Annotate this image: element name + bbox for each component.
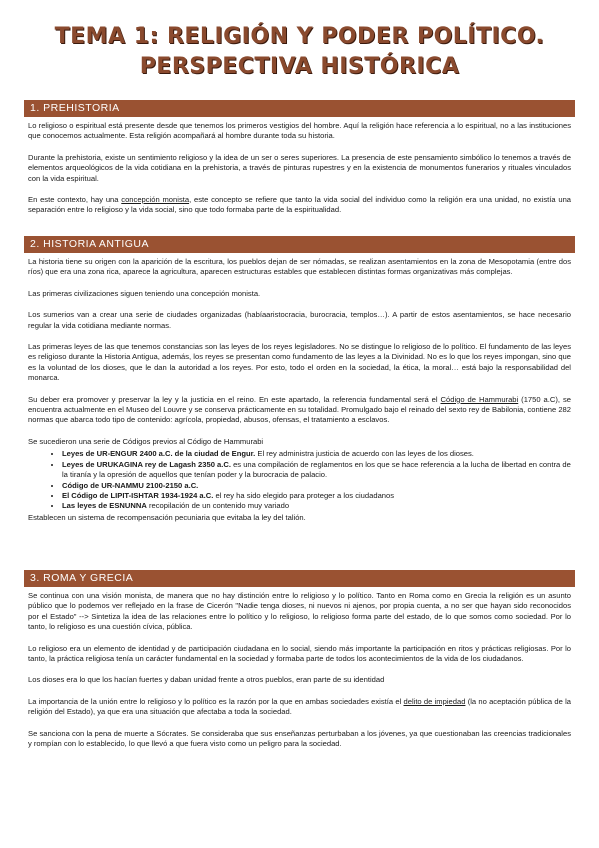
list-item-text: es una compilación de reglamentos en los que se hace referencia a la lucha de libertad en contra de la tiranía y la opresión de aquellos que tenían poder y la burocracia de palacio.	[62, 459, 571, 480]
document-title	[0, 22, 599, 82]
underlined-term: Código de Hammurabi	[440, 394, 519, 404]
paragraph: Lo religioso o espiritual está presente desde que tenemos los primeros vestigios del hombre. Aquí la religión hace referencia a lo espiritual, no a las instituciones que conocemos actualmente. Esta religión acompañará al hombre durante toda su historia.	[28, 121, 571, 141]
section-roma-grecia	[24, 570, 575, 749]
paragraph: Lo religioso era un elemento de identidad y de participación ciudadana en lo social, siendo más importante la participación en ritos y prácticas religiosas. Por lo tanto, la práctica religiosa tenía un carácter fundamental en la sociedad y formaba parte de todos los acontecimientos de la vida de los ciudadanos.	[28, 643, 571, 664]
section-prehistoria	[24, 100, 575, 216]
list-item-bold: Leyes de UR-ENGUR 2400 a.C. de la ciudad de Engur.	[62, 449, 256, 459]
list-item	[62, 449, 575, 459]
paragraph: Se sanciona con la pena de muerte a Sócrates. Se consideraba que sus enseñanzas perturbaban a los jóvenes, ya que cuestionaban las creencias tradicionales y rompían con lo establecido, lo que llevó a que fuera visto como un peligro para la sociedad.	[28, 728, 571, 749]
paragraph: Establecen un sistema de recompensación pecuniaria que evitaba la ley del talión.	[28, 512, 306, 522]
text-run: , este concepto se refiere que tanto la vida social del individuo como la religión era una unidad, no existía una separación entre lo religioso y la vida social, sino que todo formaba parte de la espiritualidad.	[28, 195, 572, 215]
paragraph	[28, 697, 571, 718]
list-item	[62, 481, 575, 491]
list-item	[62, 460, 575, 481]
title-line-1: TEMA 1: RELIGIÓN Y PODER POLÍTICO.	[54, 24, 545, 49]
list-item-bold: El Código de LIPIT-ISHTAR 1934-1924 a.C.	[62, 490, 214, 500]
section-heading: 2. HISTORIA ANTIGUA	[24, 236, 575, 253]
paragraph: Los dioses era lo que los hacían fuertes y daban unidad frente a otros pueblos, eran parte de su identidad	[28, 675, 385, 685]
title-line-2: PERSPECTIVA HISTÓRICA	[139, 54, 460, 79]
text-run: Su deber era promover y preservar la ley y la justicia en el reino. En este apartado, la referencia fundamental será el	[28, 394, 441, 404]
paragraph: La historia tiene su origen con la aparición de la escritura, los pueblos dejan de ser nómadas, se realizan asentamientos en la zona de Mesopotamia (entre dos ríos) que era una zona rica, aparece la agricultura, aparecen estructuras estables que establecen distintas formas organizativas más complejas.	[28, 257, 571, 277]
list-item	[62, 491, 575, 501]
paragraph	[28, 195, 571, 216]
paragraph: Las primeras civilizaciones siguen teniendo una concepción monista.	[28, 288, 261, 298]
section-heading: 3. ROMA Y GRECIA	[24, 570, 575, 587]
paragraph: Se sucedieron una serie de Códigos previos al Código de Hammurabi	[28, 436, 264, 446]
list-item-text: el rey ha sido elegido para proteger a los ciudadanos	[213, 490, 395, 500]
paragraph: Se continua con una visión monista, de manera que no hay distinción entre lo religioso y lo político. Tanto en Roma como en Grecia la religión es un asunto público que lo podemos ver reflejado en la frase de Cicerón "Nadie tenga dioses, ni nuevos ni ajenos, por propia cuenta, a no ser que hayan sido reconocidos por el Estado" --> Sintetiza la idea de las relaciones entre lo político y lo religioso, lo religioso forma parte del estado, de lo que somos como sociedad. Por lo tanto, lo religioso es una cuestión cívica, pública.	[28, 591, 571, 632]
paragraph: Los sumerios van a crear una serie de ciudades organizadas (habíaaristocracia, burocracia, templos…). A partir de estos asentamientos, se hace necesario regular la vida cotidiana mediante normas.	[28, 310, 571, 330]
paragraph: Durante la prehistoria, existe un sentimiento religioso y la idea de un ser o seres superiores. La presencia de este pensamiento simbólico lo tenemos a través de elementos arqueológicos de la vida cotidiana en la prehistoria, a través de pinturas rupestres y en la existencia de monumentos funerarios y rituales vinculados con la vida espiritual.	[28, 152, 571, 183]
section-historia-antigua	[24, 236, 575, 523]
codes-list	[62, 449, 575, 511]
list-item-bold: Código de UR-NAMMU 2100-2150 a.C.	[62, 480, 199, 490]
list-item-text: recopilación de un contenido muy variado	[146, 501, 290, 511]
underlined-term: delito de impiedad	[403, 696, 466, 706]
paragraph	[28, 395, 571, 426]
list-item-bold: Leyes de URUKAGINA rey de Lagash 2350 a.C.	[62, 459, 231, 469]
text-run: (la no aceptación pública de la religión del Estado), ya que era una situación que afectaba a toda la sociedad.	[28, 696, 572, 717]
text-run: En este contexto, hay una	[28, 195, 122, 205]
paragraph: Las primeras leyes de las que tenemos constancias son las leyes de los reyes legisladores. No se distingue lo religioso de lo político. El fundamento de las leyes es religioso durante la Historia Antigua, además, los reyes se presentan como fundamento de las leyes a la Divinidad. No es lo que los reyes impongan, sino que es la voluntad de los dioses, que le dan la autoridad a los reyes. Por esto, todo el orden en la sociedad, la ética, la moral… está bajo la responsabilidad del monarca.	[28, 342, 571, 383]
section-heading: 1. PREHISTORIA	[24, 100, 575, 117]
underlined-term: concepción monista	[121, 195, 190, 205]
list-item-bold: Las leyes de ESNUNNA	[62, 501, 147, 511]
list-item	[62, 501, 575, 511]
text-run: (1750 a.C), se encuentra actualmente en el Museo del Louvre y se conserva prácticamente en su totalidad. Promulgado bajo el reinado del sexto rey de Babilonia, contiene 282 normas que abarca todo tipo de contenido: agrícola, propiedad, abusos, ofensas, el tratamiento a esclavos.	[28, 394, 571, 425]
list-item-text: El rey administra justicia de acuerdo con las leyes de los dioses.	[255, 449, 474, 459]
text-run: La importancia de la unión entre lo religioso y lo político es la razón por la que en ambas sociedades existía el	[28, 696, 404, 706]
